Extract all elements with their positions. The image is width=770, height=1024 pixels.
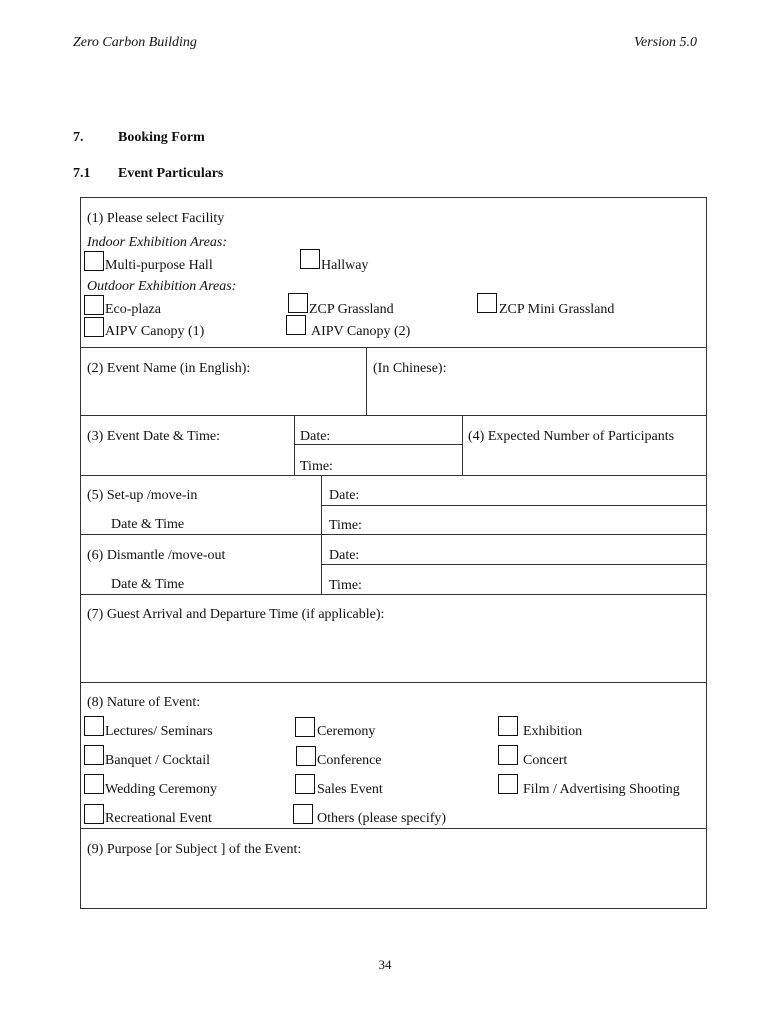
checkbox-zcp-mini-grassland[interactable] (477, 293, 497, 313)
col-divider (294, 415, 295, 475)
checkbox-aipv-canopy-2[interactable] (286, 315, 306, 335)
page-number: 34 (378, 957, 392, 972)
dismantle-date-time-label: Date & Time (111, 577, 185, 592)
option-banquet-cocktail: Banquet / Cocktail (105, 753, 210, 768)
checkbox-multi-purpose-hall[interactable] (84, 251, 104, 271)
setup-time-label: Time: (329, 518, 362, 533)
setup-date-label: Date: (329, 488, 360, 503)
subsection-number: 7.1 (73, 166, 91, 181)
option-recreational-event: Recreational Event (105, 811, 212, 826)
option-sales-event: Sales Event (317, 782, 383, 797)
col-divider (366, 347, 367, 415)
checkbox-aipv-canopy-1[interactable] (84, 317, 104, 337)
checkbox-lectures-seminars[interactable] (84, 716, 104, 736)
dismantle-time-label: Time: (329, 578, 362, 593)
subsection-title: Event Particulars (118, 166, 224, 181)
row-divider (81, 415, 706, 416)
event-particulars-form (80, 197, 707, 909)
option-hallway: Hallway (321, 258, 369, 273)
event-name-chinese-label: (In Chinese): (373, 361, 447, 376)
row-divider (81, 475, 706, 476)
option-exhibition: Exhibition (523, 724, 583, 739)
option-ceremony: Ceremony (317, 724, 376, 739)
row-divider (81, 347, 706, 348)
event-name-english-label: (2) Event Name (in English): (87, 361, 251, 376)
checkbox-ceremony[interactable] (295, 717, 315, 737)
checkbox-zcp-grassland[interactable] (288, 293, 308, 313)
option-others: Others (please specify) (317, 811, 447, 826)
header-title: Zero Carbon Building (73, 35, 197, 50)
checkbox-hallway[interactable] (300, 249, 320, 269)
option-lectures-seminars: Lectures/ Seminars (105, 724, 213, 739)
dismantle-label: (6) Dismantle /move-out (87, 548, 226, 563)
checkbox-sales-event[interactable] (295, 774, 315, 794)
row-divider (81, 534, 706, 535)
event-date-time-label: (3) Event Date & Time: (87, 429, 220, 444)
indoor-areas-label: Indoor Exhibition Areas: (87, 235, 227, 250)
col-divider (321, 475, 322, 594)
col-divider (462, 415, 463, 475)
checkbox-conference[interactable] (296, 746, 316, 766)
option-aipv-canopy-1: AIPV Canopy (1) (105, 324, 205, 339)
checkbox-eco-plaza[interactable] (84, 295, 104, 315)
setup-date-time-label: Date & Time (111, 517, 185, 532)
option-zcp-grassland: ZCP Grassland (309, 302, 394, 317)
facility-label: (1) Please select Facility (87, 211, 225, 226)
section-heading (73, 130, 205, 146)
checkbox-concert[interactable] (498, 745, 518, 765)
option-zcp-mini-grassland: ZCP Mini Grassland (499, 302, 615, 317)
dismantle-date-label: Date: (329, 548, 360, 563)
checkbox-recreational-event[interactable] (84, 804, 104, 824)
option-concert: Concert (523, 753, 568, 768)
option-eco-plaza: Eco-plaza (105, 302, 161, 317)
option-conference: Conference (317, 753, 382, 768)
row-divider (81, 828, 706, 829)
checkbox-film-advertising-shooting[interactable] (498, 774, 518, 794)
event-time-label: Time: (300, 459, 333, 474)
setup-label: (5) Set-up /move-in (87, 488, 198, 503)
option-aipv-canopy-2: AIPV Canopy (2) (311, 324, 411, 339)
header-version: Version 5.0 (634, 35, 697, 50)
outdoor-areas-label: Outdoor Exhibition Areas: (87, 279, 237, 294)
section-number: 7. (73, 130, 84, 145)
checkbox-wedding-ceremony[interactable] (84, 774, 104, 794)
purpose-label: (9) Purpose [or Subject ] of the Event: (87, 842, 302, 857)
option-multi-purpose-hall: Multi-purpose Hall (105, 258, 213, 273)
subsection-heading (73, 166, 223, 182)
nature-of-event-label: (8) Nature of Event: (87, 695, 201, 710)
cell-divider (321, 564, 706, 565)
checkbox-exhibition[interactable] (498, 716, 518, 736)
row-divider (81, 682, 706, 683)
option-film-advertising-shooting: Film / Advertising Shooting (523, 782, 680, 797)
section-title: Booking Form (118, 130, 205, 145)
event-date-label: Date: (300, 429, 331, 444)
cell-divider (321, 505, 706, 506)
checkbox-others[interactable] (293, 804, 313, 824)
participants-label: (4) Expected Number of Participants (468, 429, 675, 444)
guest-arrival-label: (7) Guest Arrival and Departure Time (if applicable): (87, 607, 385, 622)
row-divider (81, 594, 706, 595)
checkbox-banquet-cocktail[interactable] (84, 745, 104, 765)
option-wedding-ceremony: Wedding Ceremony (105, 782, 218, 797)
